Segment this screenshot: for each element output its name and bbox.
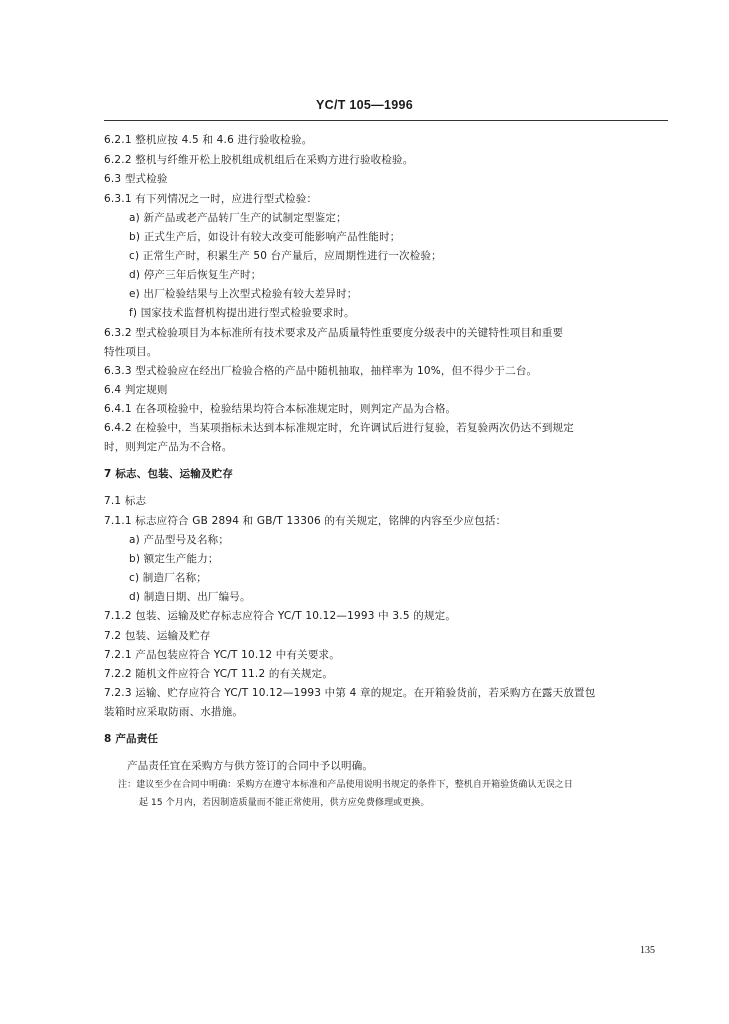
page-number: 135 (640, 945, 655, 956)
list-item: f) 国家技术监督机构提出进行型式检验要求时。 (129, 307, 355, 319)
list-item: d) 停产三年后恢复生产时； (129, 269, 262, 281)
heading-6-3: 6.3 型式检验 (104, 173, 168, 185)
section-8-heading: 8 产品责任 (104, 733, 159, 745)
list-item: b) 正式生产后，如设计有较大改变可能影响产品性能时； (129, 231, 401, 243)
clause-7-2-2: 7.2.2 随机文件应符合 YC/T 11.2 的有关规定。 (104, 668, 334, 680)
clause-6-3-3: 6.3.3 型式检验应在经出厂检验合格的产品中随机抽取，抽样率为 10%，但不得少于二台。 (104, 365, 538, 377)
note-line-1: 注：建议至少在合同中明确：采购方在遵守本标准和产品使用说明书规定的条件下，整机自开箱验货确认无误之日 (118, 780, 574, 790)
clause-6-3-2-cont: 特性项目。 (104, 346, 158, 358)
standard-header: YC/T 105—1996 (315, 98, 413, 112)
clause-6-4-2-cont: 时，则判定产品为不合格。 (104, 441, 233, 453)
header-rule (104, 120, 668, 121)
clause-6-4-2: 6.4.2 在检验中，当某项指标未达到本标准规定时，允许调试后进行复验，若复验两次仍达不到规定 (104, 422, 574, 434)
paragraph-8: 产品责任宜在采购方与供方签订的合同中予以明确。 (127, 760, 374, 772)
clause-6-4-1: 6.4.1 在各项检验中，检验结果均符合本标准规定时，则判定产品为合格。 (104, 403, 457, 415)
clause-7-2-1: 7.2.1 产品包装应符合 YC/T 10.12 中有关要求。 (104, 649, 340, 661)
list-item: b) 额定生产能力； (129, 553, 219, 565)
list-item: c) 正常生产时，积累生产 50 台产量后，应周期性进行一次检验； (129, 250, 442, 262)
heading-7-1: 7.1 标志 (104, 495, 147, 507)
list-item: a) 新产品或老产品转厂生产的试制定型鉴定； (129, 212, 347, 224)
clause-7-2-3: 7.2.3 运输、贮存应符合 YC/T 10.12—1993 中第 4 章的规定。在开箱验货前，若采购方在露天放置包 (104, 687, 596, 699)
heading-7-2: 7.2 包装、运输及贮存 (104, 630, 211, 642)
clause-7-1-1: 7.1.1 标志应符合 GB 2894 和 GB/T 13306 的有关规定，铭牌的内容至少应包括： (104, 515, 507, 527)
clause-6-2-2: 6.2.2 整机与纤维开松上胶机组成机组后在采购方进行验收检验。 (104, 154, 414, 166)
clause-7-1-2: 7.1.2 包装、运输及贮存标志应符合 YC/T 10.12—1993 中 3.5 的规定。 (104, 610, 457, 622)
clause-6-2-1: 6.2.1 整机应按 4.5 和 4.6 进行验收检验。 (104, 134, 313, 146)
note-line-2: 起 15 个月内，若因制造质量而不能正常使用，供方应免费修理或更换。 (139, 798, 430, 808)
clause-7-2-3-cont: 装箱时应采取防雨、水措施。 (104, 706, 244, 718)
heading-6-4: 6.4 判定规则 (104, 384, 168, 396)
list-item: c) 制造厂名称； (129, 572, 208, 584)
list-item: a) 产品型号及名称； (129, 534, 230, 546)
clause-6-3-2: 6.3.2 型式检验项目为本标准所有技术要求及产品质量特性重要度分级表中的关键特性项目和重要 (104, 327, 564, 339)
list-item: e) 出厂检验结果与上次型式检验有较大差异时； (129, 288, 358, 300)
clause-6-3-1: 6.3.1 有下列情况之一时，应进行型式检验： (104, 193, 318, 205)
section-7-heading: 7 标志、包装、运输及贮存 (104, 468, 234, 480)
list-item: d) 制造日期、出厂编号。 (129, 591, 251, 603)
